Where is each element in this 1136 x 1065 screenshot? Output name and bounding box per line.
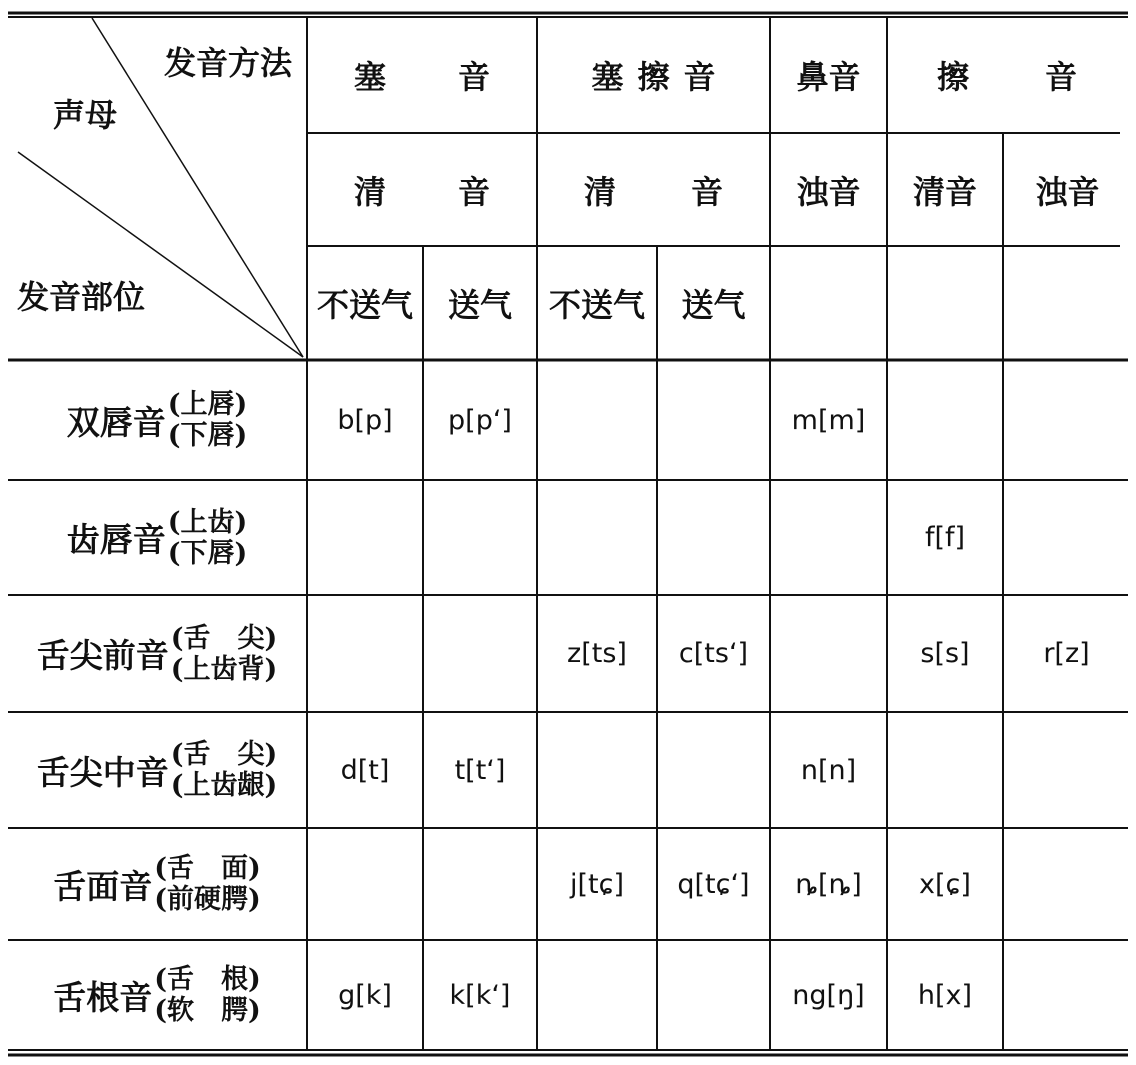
initial-cell [1005, 942, 1128, 1048]
initial-cell [1005, 362, 1128, 478]
stop-header: 塞 音 [354, 58, 490, 96]
place-name: 舌尖前音 [36, 636, 169, 675]
place-name: 舌尖中音 [36, 752, 169, 792]
fricative-voiceless-header: 清音 [912, 172, 977, 211]
stop-voiceless-header: 清 音 [354, 172, 490, 211]
initial-cell [425, 482, 535, 593]
initial-cell: x[ɕ] [919, 868, 971, 900]
place-name: 双唇音 [66, 402, 166, 442]
place-name: 舌根音 [53, 977, 153, 1017]
initial-cell [659, 362, 768, 478]
initial-cell: z[ts] [567, 638, 627, 669]
initial-cell [539, 942, 655, 1048]
place-row-header [8, 714, 306, 826]
fricative-header: 擦 音 [937, 58, 1077, 96]
initial-cell [425, 597, 535, 710]
initial-cell [539, 714, 655, 826]
articulator-upper: (舌 面) [154, 853, 261, 884]
initial-cell: t[t‘] [454, 754, 506, 786]
articulator-lower: (下唇) [167, 537, 248, 569]
initial-cell [309, 482, 421, 593]
initial-cell: f[f] [924, 522, 966, 553]
corner-place-label: 发音部位 [16, 278, 145, 316]
articulator-upper: (舌 根) [154, 964, 261, 995]
fricative-voiced-header: 浊音 [1035, 172, 1100, 211]
initial-cell [772, 597, 885, 710]
initial-cell [425, 830, 535, 938]
corner-initial-label: 声母 [52, 96, 117, 134]
initial-cell [659, 714, 768, 826]
initial-cell: h[x] [917, 979, 973, 1011]
place-articulators [168, 507, 248, 569]
initial-cell: s[s] [920, 638, 970, 669]
place-articulators [171, 623, 278, 685]
initial-cell: c[ts‘] [678, 638, 749, 669]
place-row-header [8, 597, 306, 710]
place-row-header [8, 942, 306, 1048]
place-articulators [168, 389, 248, 451]
initial-cell: r[z] [1043, 638, 1090, 669]
affricate-aspirated-header: 送气 [681, 286, 746, 324]
initial-cell: g[k] [338, 979, 392, 1011]
articulator-upper: (上唇) [167, 389, 248, 420]
affricate-unaspirated-header: 不送气 [548, 286, 645, 324]
initial-cell: d[t] [340, 754, 390, 786]
initial-cell [659, 942, 768, 1048]
place-row-header [8, 830, 306, 938]
initial-cell: n[n] [800, 754, 857, 786]
articulator-lower: (上齿龈) [170, 770, 278, 801]
initial-cell: k[k‘] [449, 979, 511, 1011]
stop-aspirated-header: 送气 [447, 286, 512, 324]
initial-cell [1005, 482, 1128, 593]
initial-cell: b[p] [337, 404, 393, 436]
articulator-lower: (下唇) [167, 420, 248, 451]
initial-cell [309, 597, 421, 710]
articulator-lower: (软 腭) [154, 995, 261, 1026]
initial-cell: ȵ[ȵ] [795, 868, 862, 900]
corner-method-label: 发音方法 [163, 44, 292, 82]
place-articulators [154, 964, 261, 1026]
initial-cell [1005, 714, 1128, 826]
articulator-upper: (舌 尖) [170, 622, 278, 654]
place-row-header [8, 362, 306, 478]
articulator-upper: (上齿) [167, 506, 248, 538]
place-row-header [8, 482, 306, 593]
place-articulators [154, 853, 261, 915]
stop-unaspirated-header: 不送气 [316, 286, 413, 324]
initial-cell [772, 482, 885, 593]
articulator-lower: (前硬腭) [154, 884, 261, 915]
initial-cell [889, 362, 1001, 478]
nasal-voiced-header: 浊音 [796, 172, 861, 211]
place-name: 齿唇音 [66, 520, 166, 559]
initial-cell [889, 714, 1001, 826]
initial-cell: j[tɕ] [570, 868, 624, 900]
articulator-upper: (舌 尖) [170, 739, 278, 770]
initial-cell: p[p‘] [448, 404, 512, 436]
articulator-lower: (上齿背) [170, 653, 278, 685]
initial-cell: ng[ŋ] [792, 979, 865, 1011]
initial-cell [539, 362, 655, 478]
initial-cell: q[tɕ‘] [677, 868, 750, 900]
initial-cell [1005, 830, 1128, 938]
initial-cell [539, 482, 655, 593]
place-name: 舌面音 [53, 866, 153, 906]
initial-cell [309, 830, 421, 938]
nasal-header: 鼻音 [796, 58, 861, 96]
place-articulators [171, 739, 278, 801]
affricate-voiceless-header: 清 音 [584, 172, 723, 211]
initial-cell: m[m] [791, 404, 866, 436]
affricate-header: 塞 擦 音 [591, 58, 716, 96]
initial-cell [659, 482, 768, 593]
